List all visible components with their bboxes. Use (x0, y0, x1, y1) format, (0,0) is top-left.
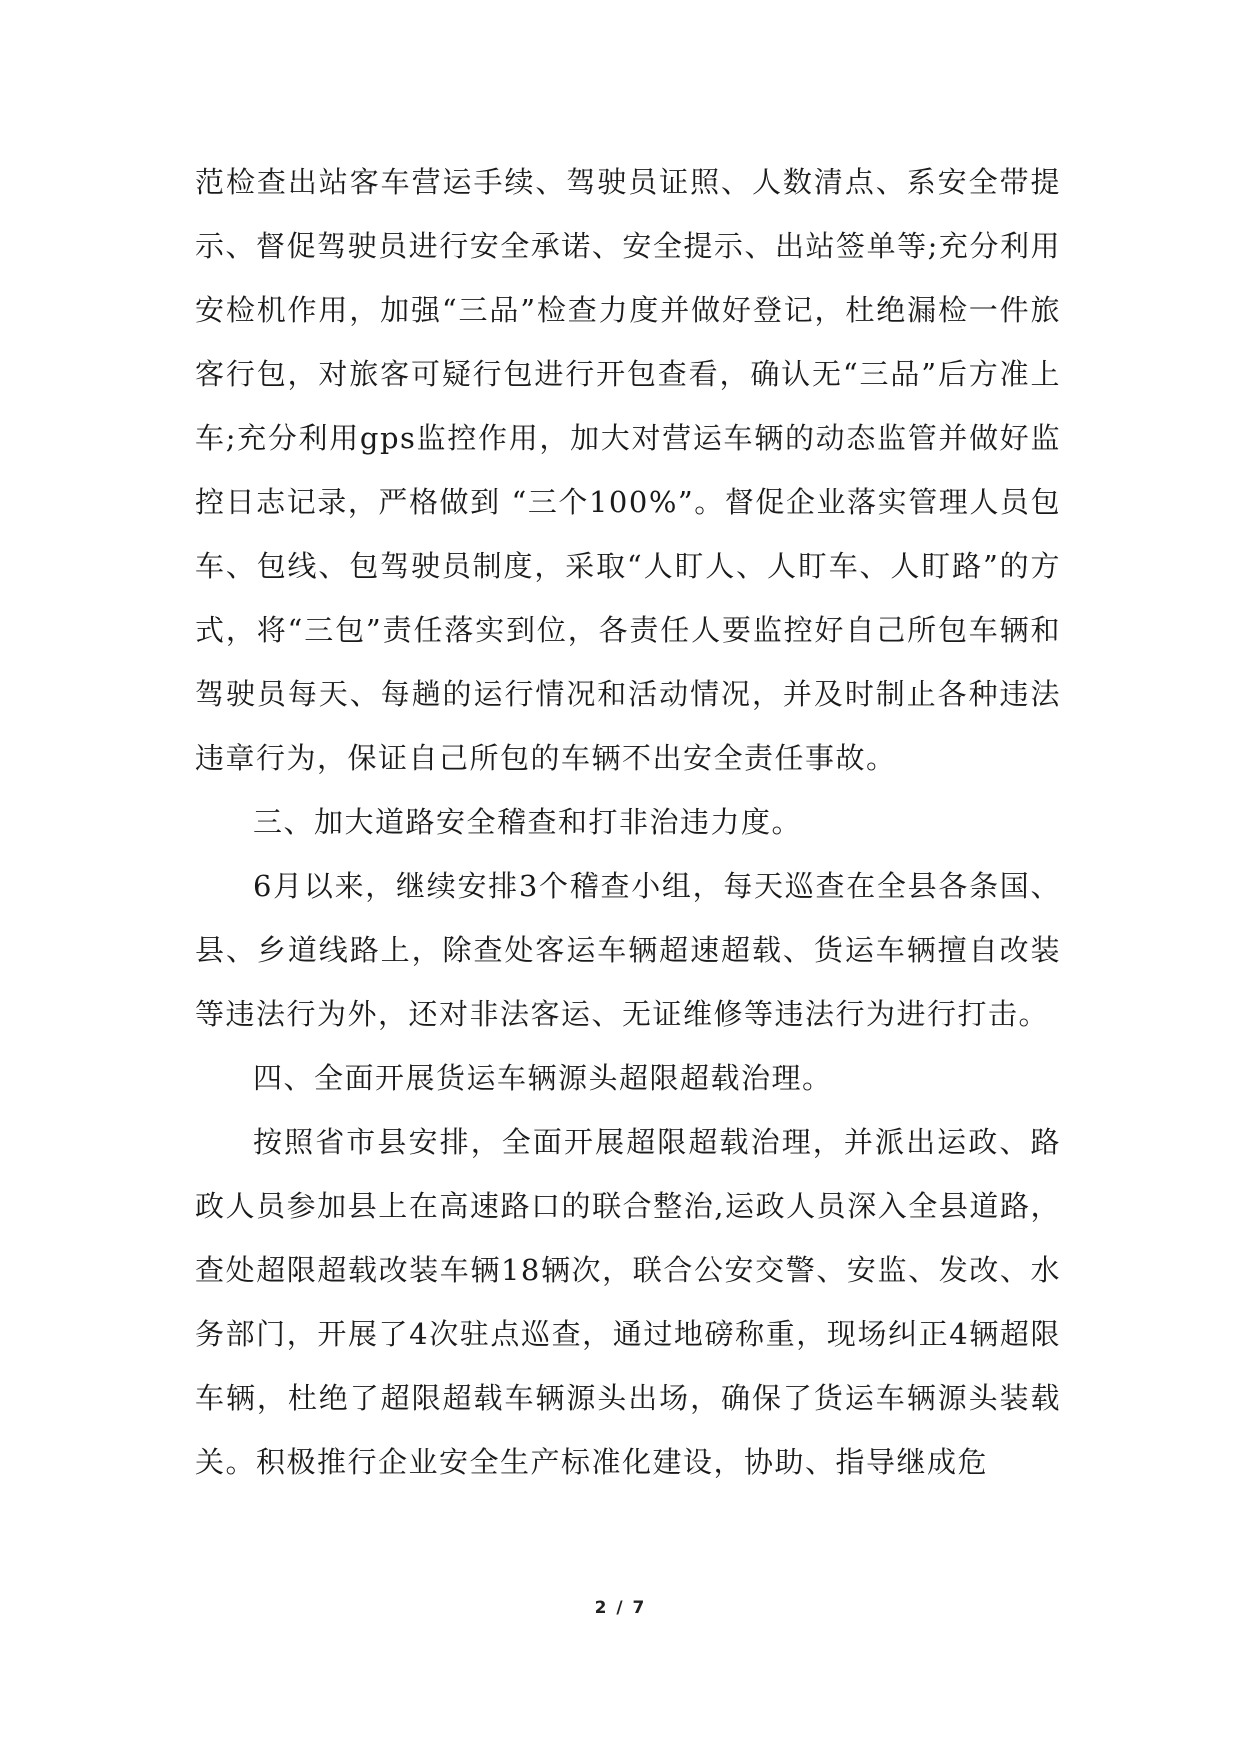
paragraph-overload-control: 按照省市县安排，全面开展超限超载治理，并派出运政、路政人员参加县上在高速路口的联合整治,运政人员深入全县道路，查处超限超载改装车辆18辆次，联合公安交警、安监、发改、水务部门，开展了4次驻点巡查，通过地磅称重，现场纠正4辆超限车辆，杜绝了超限超载车辆源头出场，确保了货运车辆源头装载关。积极推行企业安全生产标准化建设，协助、指导继成危 (195, 1125, 1061, 1479)
heading-section-three: 三、加大道路安全稽查和打非治违力度。 (253, 805, 803, 839)
paragraph-continued-inspection: 范检查出站客车营运手续、驾驶员证照、人数清点、系安全带提示、督促驾驶员进行安全承诺、安全提示、出站签单等;充分利用安检机作用，加强“三品”检查力度并做好登记，杜绝漏检一件旅客行包，对旅客可疑行包进行开包查看，确认无“三品”后方准上车;充分利用gps监控作用，加大对营运车辆的动态监管并做好监控日志记录，严格做到 “三个100%”。督促企业落实管理人员包车、包线、包驾驶员制度，采取“人盯人、人盯车、人盯路”的方式，将“三包”责任落实到位，各责任人要监控好自己所包车辆和驾驶员每天、每趟的运行情况和活动情况，并及时制止各种违法违章行为，保证自己所包的车辆不出安全责任事故。 (195, 165, 1061, 775)
page-number: 2 / 7 (594, 1598, 647, 1618)
paragraph-patrol-groups: 6月以来，继续安排3个稽查小组，每天巡查在全县各条国、县、乡道线路上，除查处客运车辆超速超载、货运车辆擅自改装等违法行为外，还对非法客运、无证维修等违法行为进行打击。 (195, 869, 1061, 1031)
document-body (195, 150, 1061, 1494)
heading-section-four: 四、全面开展货运车辆源头超限超载治理。 (253, 1061, 833, 1095)
